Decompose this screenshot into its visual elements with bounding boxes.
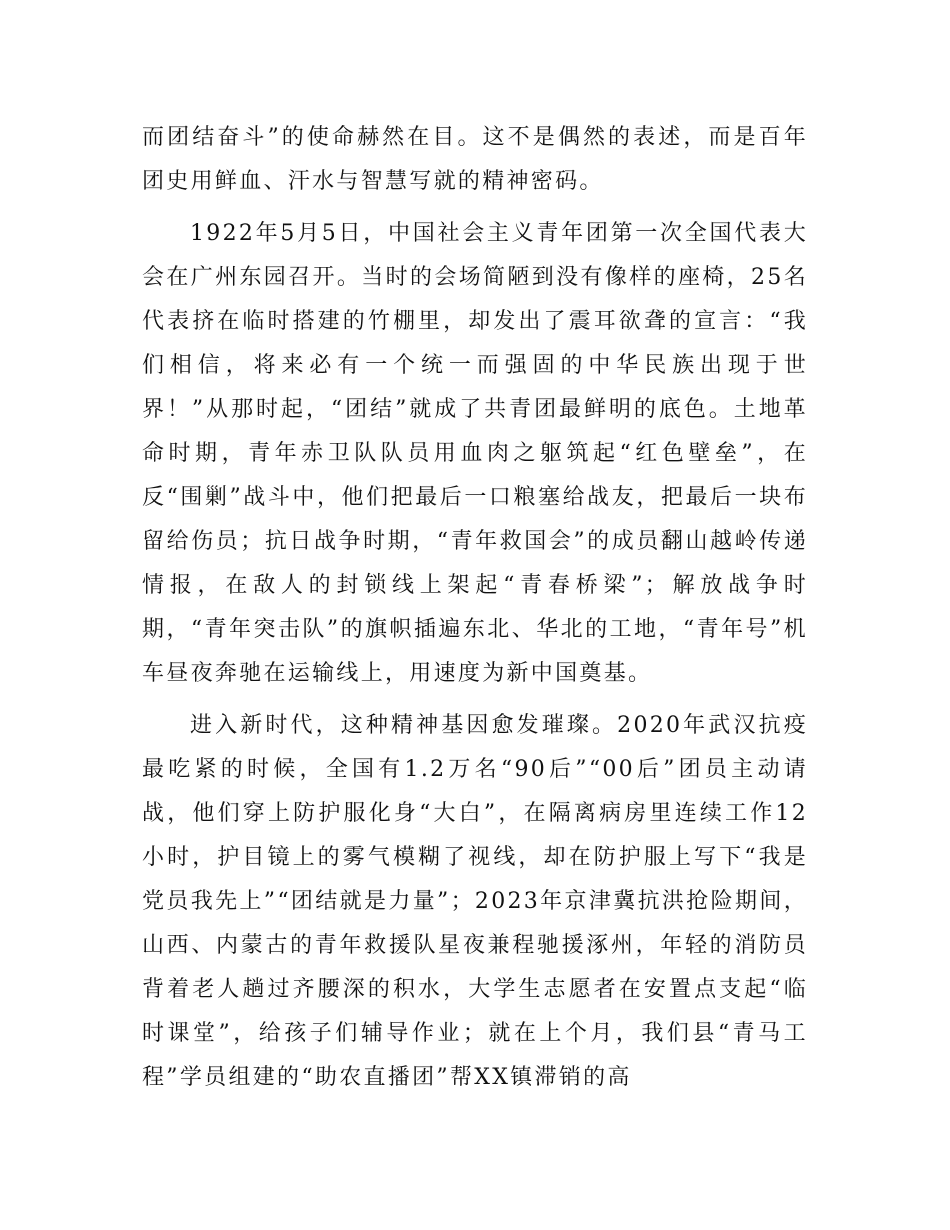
paragraph-continuation: 而团结奋斗”的使命赫然在目。这不是偶然的表述，而是百年团史用鲜血、汗水与智慧写就的精神密码。 xyxy=(142,125,808,194)
paragraph-new-era: 进入新时代，这种精神基因愈发璀璨。2020年武汉抗疫最吃紧的时候，全国有1.2万名“90后”“00后”团员主动请战，他们穿上防护服化身“大白”，在隔离病房里连续工作12小时，护目镜上的雾气模糊了视线，却在防护服上写下“我是党员我先上”“团结就是力量”；2023年京津冀抗洪抢险期间，山西、内蒙古的青年救援队星夜兼程驰援涿州，年轻的消防员背着老人趟过齐腰深的积水，大学生志愿者在安置点支起“临时课堂”，给孩子们辅导作业；就在上个月，我们县“青马工程”学员组建的“助农直播团”帮XX镇滞销的高 xyxy=(142,713,808,1090)
paragraph-history: 1922年5月5日，中国社会主义青年团第一次全国代表大会在广州东园召开。当时的会场简陋到没有像样的座椅，25名代表挤在临时搭建的竹棚里，却发出了震耳欲聋的宣言：“我们相信，将来必有一个统一而强固的中华民族出现于世界！”从那时起，“团结”就成了共青团最鲜明的底色。土地革命时期，青年赤卫队队员用血肉之躯筑起“红色壁垒”，在反“围剿”战斗中，他们把最后一口粮塞给战友，把最后一块布留给伤员；抗日战争时期，“青年救国会”的成员翻山越岭传递情报，在敌人的封锁线上架起“青春桥梁”；解放战争时期，“青年突击队”的旗帜插遍东北、华北的工地，“青年号”机车昼夜奔驰在运输线上，用速度为新中国奠基。 xyxy=(142,221,808,686)
document-body xyxy=(142,116,808,1108)
